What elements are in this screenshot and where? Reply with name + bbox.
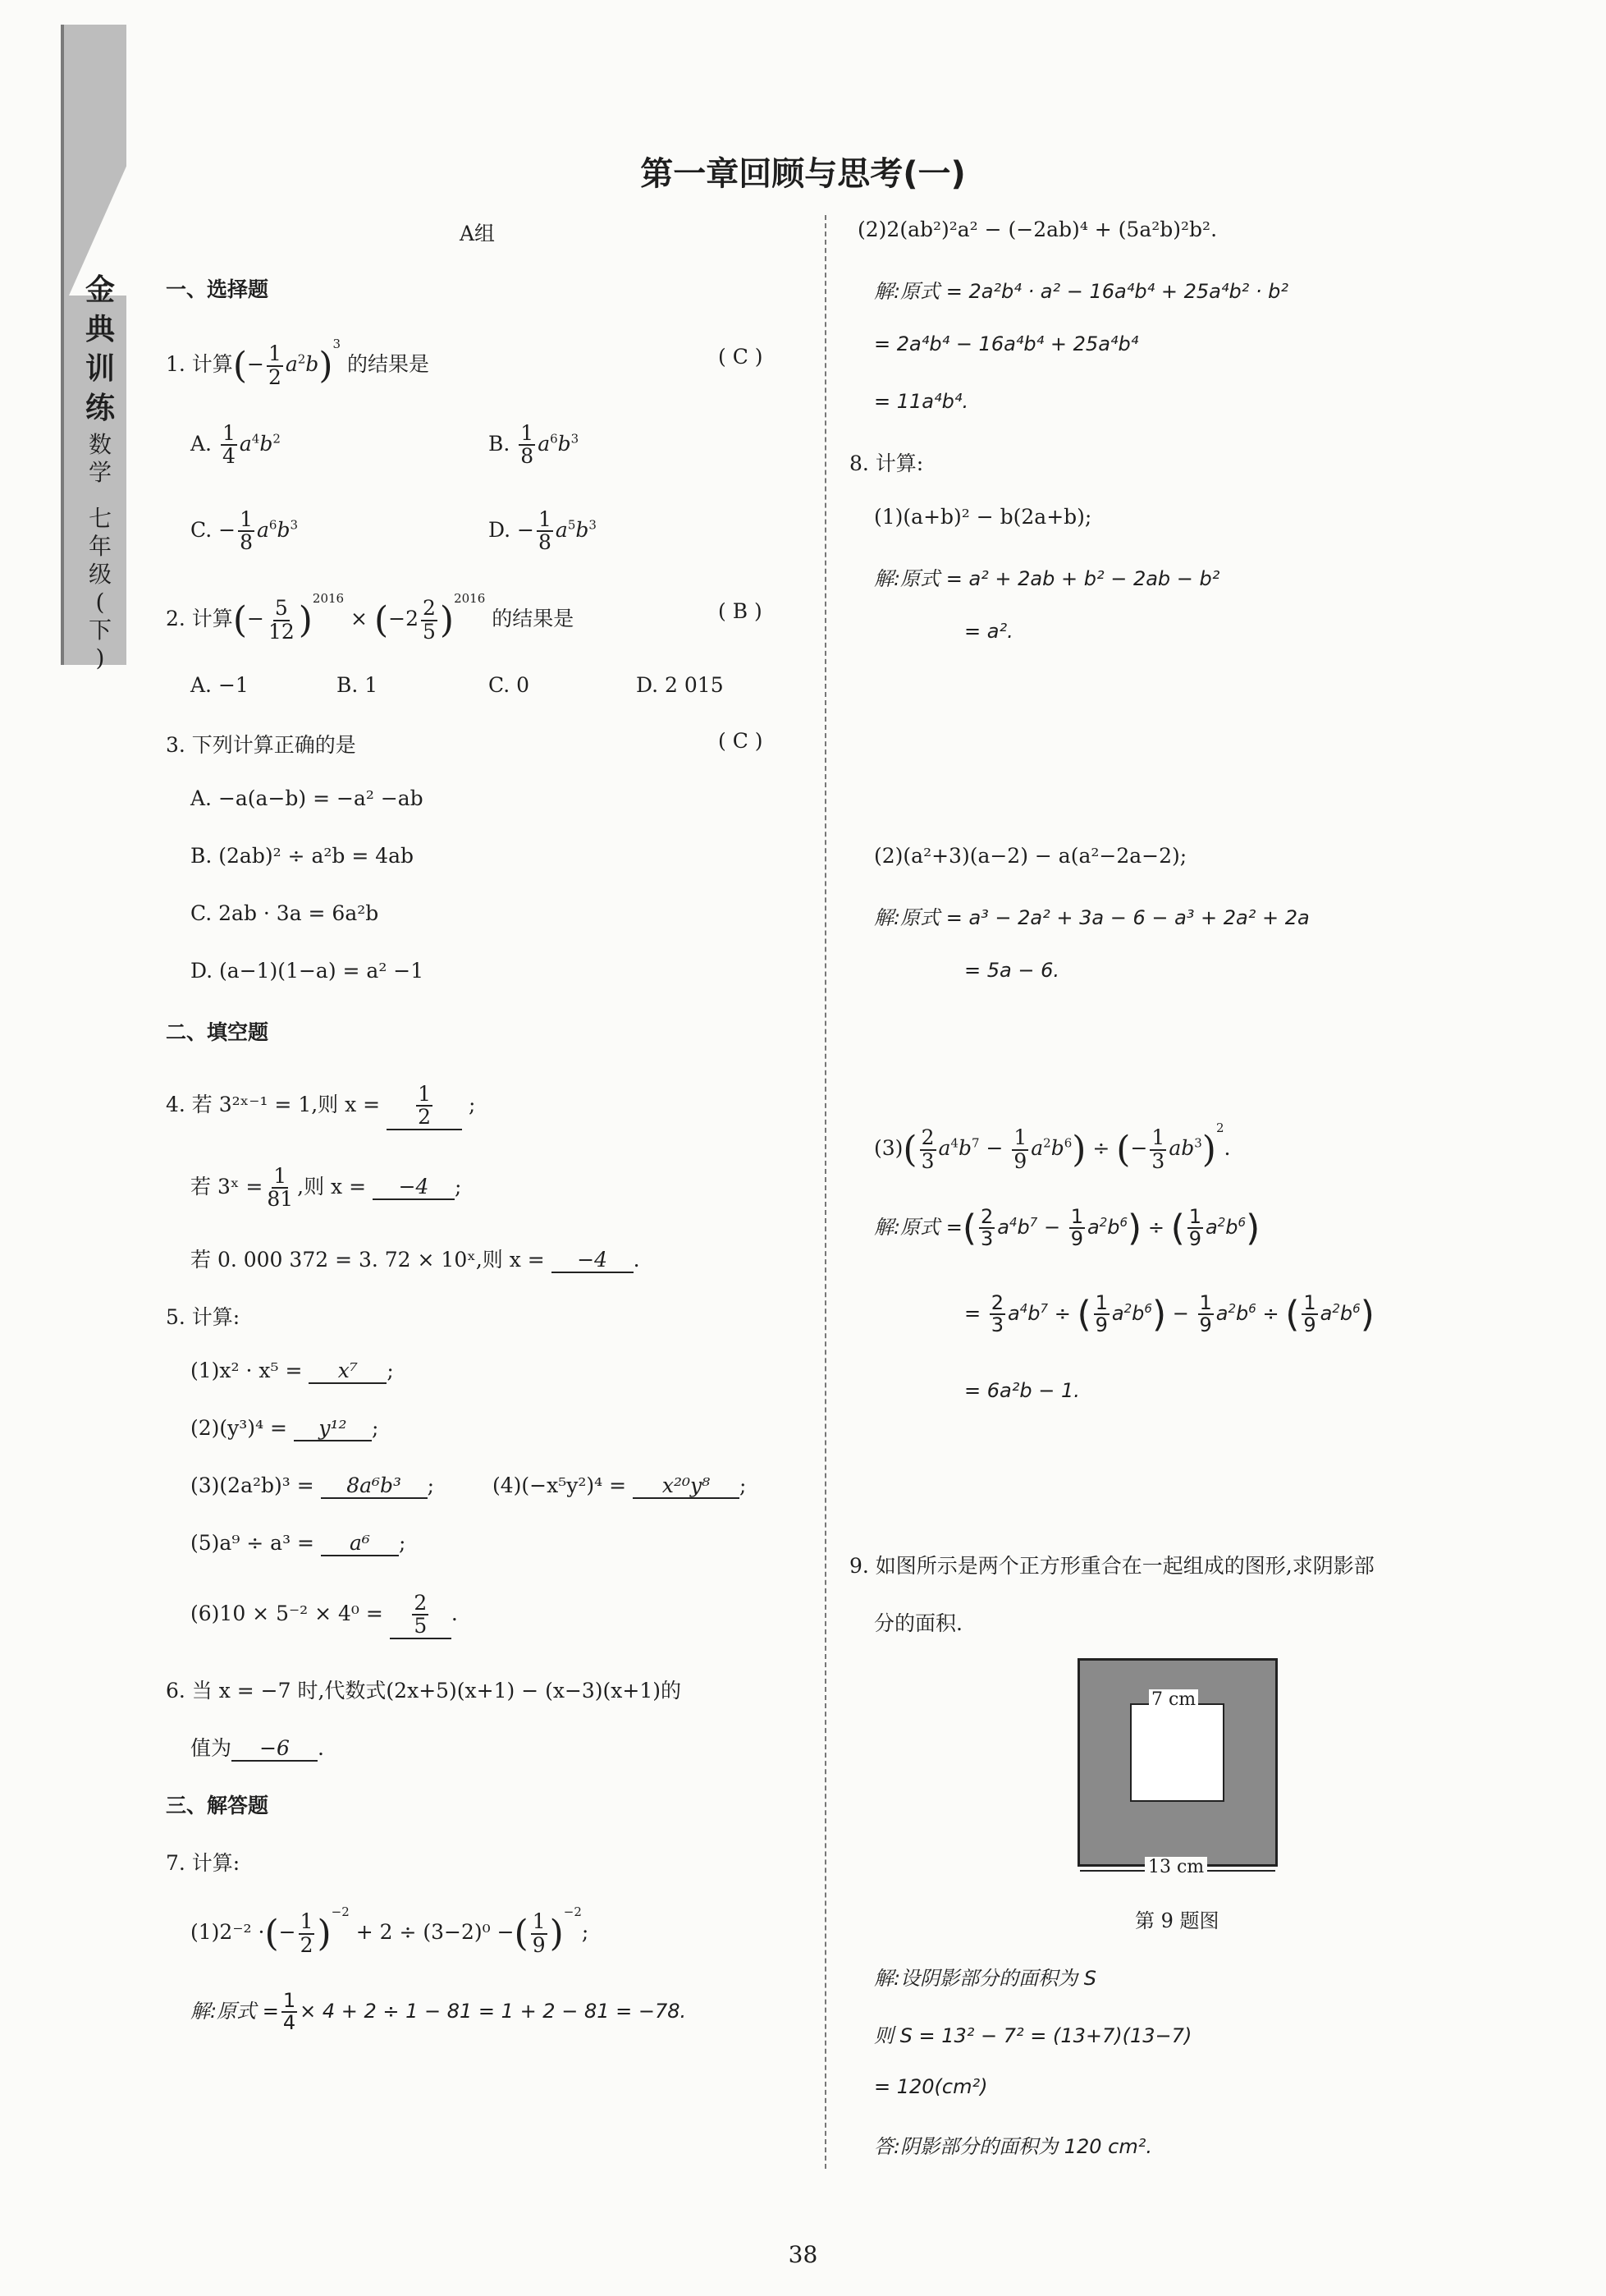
q2-option-b: B. 1: [336, 673, 378, 697]
sidebar-brand: 金 典 训 练: [85, 273, 115, 425]
q1-option-a: A. $\frac{1}{4}$ $a^4b^2$: [190, 421, 281, 469]
q7-solution1: 解:原式 = $\frac{1}{4}$ × 4 + 2 ÷ 1 − 81 = 1 + 2 − 81 = −78.: [190, 1989, 687, 2035]
q9-solution-line2: 则 S = 13² − 7² = (13+7)(13−7): [874, 2024, 1192, 2047]
q2-answer: ( B ): [718, 599, 762, 623]
q5-part6: (6)10 × 5⁻² × 4⁰ = $\frac{2}{5}$ .: [190, 1591, 458, 1638]
q9-solution-line3: = 120(cm²): [874, 2075, 988, 2098]
q2-stem: 2. 计算(− $\frac{5}{12}$ )$^{2016}$ × (−2 $\frac{2}{5}$ )$^{2016}$ 的结果是: [166, 591, 574, 644]
q7-part2: (2)2(ab²)²a² − (−2ab)⁴ + (5a²b)²b².: [858, 218, 1218, 241]
q7-solution2-line3: = 11a⁴b⁴.: [874, 390, 969, 413]
q7-part1: (1)2⁻² ·(− $\frac{1}{2}$ )$^{-2}$ + 2 ÷ (3−2)⁰ −( $\frac{1}{9}$ )$^{-2}$;: [190, 1904, 589, 1957]
q8-solution3-line2: = $\frac{2}{3}$ $a^4b^7$ ÷ ( $\frac{1}{9}$ $a^2b^6$) − $\frac{1}{9}$ $a^2b^6$ ÷ ( $\frac{1}{9}$ $a^2b^6$): [964, 1291, 1375, 1337]
q8-solution2-line1: 解:原式 = a³ − 2a² + 3a − 6 − a³ + 2a² + 2a: [874, 906, 1310, 929]
q3-stem: 3. 下列计算正确的是: [166, 733, 356, 757]
q1-answer: ( C ): [718, 345, 763, 369]
q8-part2: (2)(a²+3)(a−2) − a(a²−2a−2);: [874, 844, 1187, 868]
q3-option-c: C. 2ab · 3a = 6a²b: [190, 901, 379, 925]
q2-option-c: C. 0: [488, 673, 530, 697]
q8-stem: 8. 计算:: [849, 451, 924, 475]
section-choice: 一、选择题: [166, 277, 269, 301]
q4-line2: 若 3ˣ = $\frac{1}{81}$ ,则 x = −4 ;: [190, 1164, 462, 1212]
q6-line2: 值为 −6 .: [190, 1736, 324, 1760]
q5-part4: (4)(−x⁵y²)⁴ = x²⁰y⁸ ;: [492, 1473, 747, 1497]
column-divider: [825, 215, 826, 2169]
q9-stem-line2: 分的面积.: [874, 1611, 963, 1635]
q5-part5: (5)a⁹ ÷ a³ = a⁶ ;: [190, 1531, 406, 1555]
q1-option-d: D. − $\frac{1}{8}$ $a^5b^3$: [488, 507, 597, 555]
q5-part1: (1)x² · x⁵ = x⁷ ;: [190, 1359, 394, 1382]
figure-caption: 第 9 题图: [1135, 1909, 1219, 1932]
figure-inner-square: [1130, 1703, 1224, 1802]
q2-option-a: A. −1: [190, 673, 249, 697]
page-number: 38: [788, 2241, 818, 2268]
q3-option-d: D. (a−1)(1−a) = a² −1: [190, 959, 424, 983]
q8-part3: (3)( $\frac{2}{3}$ $a^4b^7$ − $\frac{1}{9}$ $a^2b^6$) ÷ (− $\frac{1}{3}$ $ab^3)^2$.: [874, 1121, 1231, 1173]
q9-stem-line1: 9. 如图所示是两个正方形重合在一起组成的图形,求阴影部: [849, 1554, 1375, 1578]
q9-solution-line4: 答:阴影部分的面积为 120 cm².: [874, 2135, 1152, 2158]
q8-part1: (1)(a+b)² − b(2a+b);: [874, 505, 1092, 529]
q7-solution2-line2: = 2a⁴b⁴ − 16a⁴b⁴ + 25a⁴b⁴: [874, 332, 1139, 355]
q3-answer: ( C ): [718, 729, 763, 753]
section-fill: 二、填空题: [166, 1020, 269, 1044]
q4-line1: 4. 若 3²ˣ⁻¹ = 1,则 x = $\frac{1}{2}$ ;: [166, 1082, 476, 1130]
q1-stem: 1. 计算(− $\frac{1}{2}$ $a^2b)^3$ 的结果是: [166, 337, 429, 389]
q5-part3: (3)(2a²b)³ = 8a⁶b³ ;: [190, 1473, 435, 1497]
q1-option-c: C. − $\frac{1}{8}$ $a^6b^3$: [190, 507, 298, 555]
outer-dimension-label: 13 cm: [1145, 1857, 1207, 1877]
q8-solution3-line3: = 6a²b − 1.: [964, 1379, 1080, 1402]
q7-solution2-line1: 解:原式 = 2a²b⁴ · a² − 16a⁴b⁴ + 25a⁴b² · b²: [874, 280, 1289, 303]
q5-part2: (2)(y³)⁴ = y¹² ;: [190, 1416, 379, 1440]
page-title: 第一章回顾与思考(一): [640, 155, 966, 193]
q1-option-b: B. $\frac{1}{8}$ $a^6b^3$: [488, 421, 579, 469]
q8-solution2-line2: = 5a − 6.: [964, 959, 1059, 982]
q8-solution3-line1: 解:原式 =( $\frac{2}{3}$ $a^4b^7$ − $\frac{1}{9}$ $a^2b^6$) ÷ ( $\frac{1}{9}$ $a^2b^6$): [874, 1205, 1261, 1251]
q8-solution1-line1: 解:原式 = a² + 2ab + b² − 2ab − b²: [874, 567, 1220, 590]
group-label: A组: [460, 222, 496, 245]
q7-stem: 7. 计算:: [166, 1851, 240, 1875]
q9-solution-line1: 解:设阴影部分的面积为 S: [874, 1967, 1096, 1990]
q6-line1: 6. 当 x = −7 时,代数式(2x+5)(x+1) − (x−3)(x+1)的: [166, 1679, 682, 1703]
q8-solution1-line2: = a².: [964, 620, 1013, 643]
q4-line3: 若 0. 000 372 = 3. 72 × 10ˣ,则 x = −4 .: [190, 1248, 640, 1272]
sidebar-subject: 数 学 七 年 级 ( 下 ): [88, 431, 112, 671]
q5-stem: 5. 计算:: [166, 1305, 240, 1329]
q2-option-d: D. 2 015: [636, 673, 724, 697]
q3-option-a: A. −a(a−b) = −a² −ab: [190, 786, 423, 810]
q3-option-b: B. (2ab)² ÷ a²b = 4ab: [190, 844, 414, 868]
inner-dimension-label: 7 cm: [1149, 1689, 1198, 1710]
section-solve: 三、解答题: [166, 1794, 269, 1817]
